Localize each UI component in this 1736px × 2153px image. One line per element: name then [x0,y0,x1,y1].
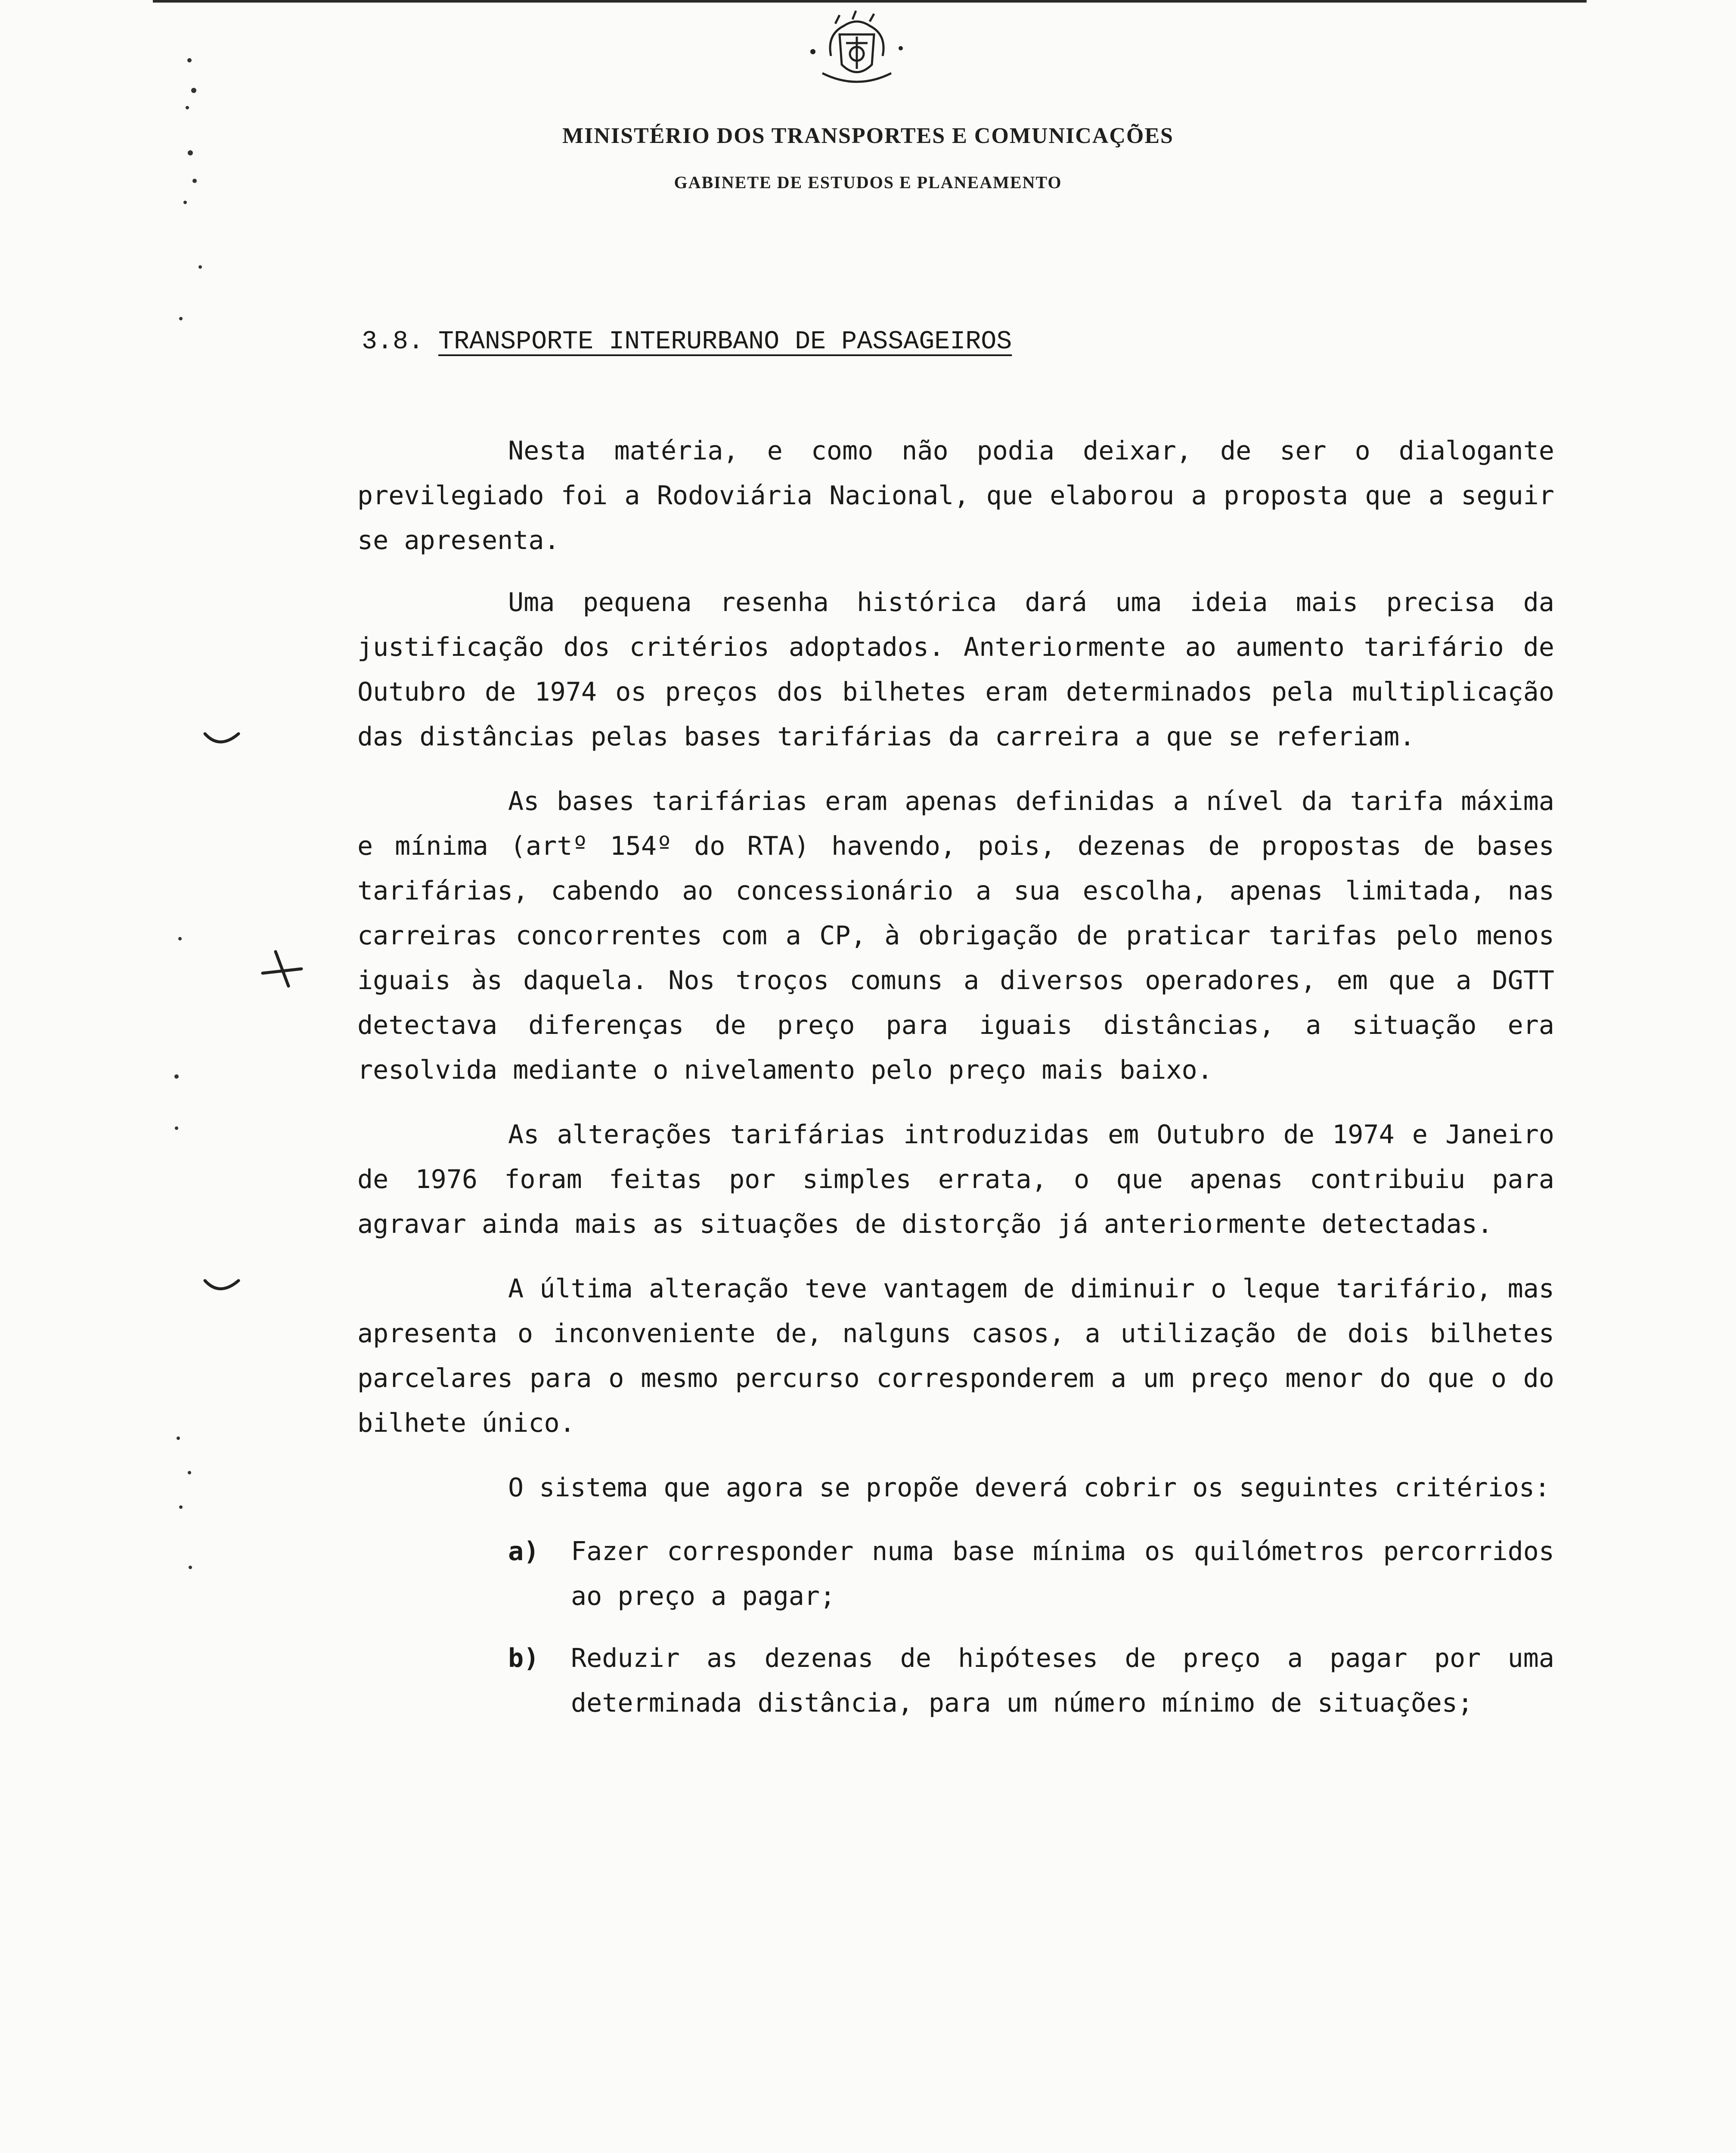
margin-tick-mark [202,1275,241,1300]
top-rule [153,0,1587,3]
criteria-intro: O sistema que agora se propõe deverá cobrir os seguintes critérios: [508,1473,1550,1503]
list-marker: b) [508,1643,539,1673]
paragraph: Nesta matéria, e como não podia deixar, de ser o dialogante previlegiado foi a Rodoviária Nacional, que elaborou a proposta que a seguir se apresenta. [357,436,1554,555]
margin-tick-mark [202,728,241,754]
margin-cross-mark [258,943,306,990]
ministry-name: MINISTÉRIO DOS TRANSPORTES E COMUNICAÇÕES [562,124,1174,148]
section-title: TRANSPORTE INTERURBANO DE PASSAGEIROS [438,327,1012,357]
paragraph: Uma pequena resenha histórica dará uma ideia mais precisa da justificação dos critérios adoptados. Anteriormente ao aumento tarifário de Outubro de 1974 os preços dos bilhetes eram determinados pela multiplicação das distâncias pelas bases tarifárias da carreira a que se referiam. [357,587,1554,752]
office-name: GABINETE DE ESTUDOS E PLANEAMENTO [674,173,1062,192]
section-number: 3.8. [362,327,424,357]
list-item-text: Reduzir as dezenas de hipóteses de preço a pagar por uma determinada distância, para um número mínimo de situações; [571,1643,1554,1718]
list-item [508,1529,1554,1619]
list-item-text: Fazer corresponder numa base mínima os quilómetros percorridos ao preço a pagar; [571,1536,1554,1611]
coat-of-arms-icon [805,9,908,90]
paragraph: As bases tarifárias eram apenas definidas a nível da tarifa máxima e mínima (artº 154º do RTA) havendo, pois, dezenas de propostas de bases tarifárias, cabendo ao concessionário a sua escolha, apenas limitada, nas carreiras concorrentes com a CP, à obrigação de praticar tarifas pelo menos iguais às daquela. Nos troços comuns a diversos operadores, em que a DGTT detectava diferenças de preço para iguais distâncias, a situação era resolvida mediante o nivelamento pelo preço mais baixo. [357,786,1554,1085]
paragraph: A última alteração teve vantagem de diminuir o leque tarifário, mas apresenta o inconveniente de, nalguns casos, a utilização de dois bilhetes parcelares para o mesmo percurso corresponderem a um preço menor do que o do bilhete único. [357,1274,1554,1438]
list-item [508,1636,1554,1725]
section-heading [362,327,1012,357]
scan-specks [164,52,215,1774]
document-body [357,428,1554,1743]
list-marker: a) [508,1536,539,1567]
paragraph: As alterações tarifárias introduzidas em Outubro de 1974 e Janeiro de 1976 foram feitas por simples errata, o que apenas contribuiu para agravar ainda mais as situações de distorção já anteriormente detectadas. [357,1120,1554,1239]
